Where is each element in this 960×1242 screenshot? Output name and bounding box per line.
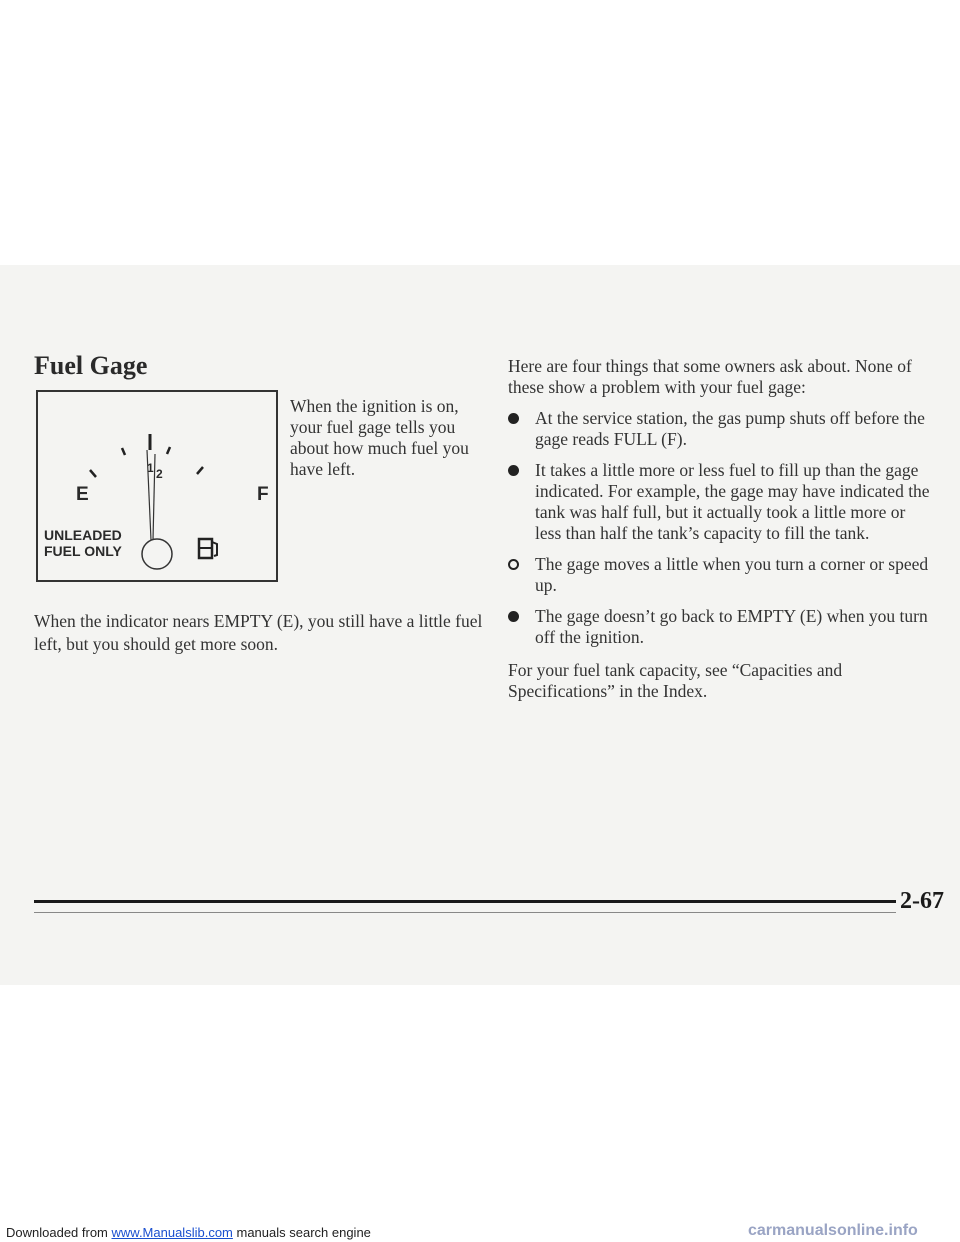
tick-mark [167,447,170,454]
fuel-pump-icon [199,539,217,558]
intro-paragraph: When the ignition is on, your fuel gage tells you about how much fuel you have left. [290,396,469,479]
watermark: carmanualsonline.info [748,1222,918,1239]
list-item: The gage doesn’t go back to EMPTY (E) when you turn off the ignition. [508,606,934,648]
footer-rule [34,900,896,903]
right-intro: Here are four things that some owners ask about. None of these show a problem with your fuel gage: [508,356,912,397]
list-item: At the service station, the gas pump shuts off before the gage reads FULL (F). [508,408,934,450]
bullet-icon [508,465,519,476]
list-item: It takes a little more or less fuel to fill up than the gage indicated. For example, the gage may have indicated the tank was half full, but it actually took a little more or less than half the tank’s capacity to fill the tank. [508,460,934,544]
bullet-list [508,408,934,648]
footer-rule-thin [34,912,896,913]
bullet-icon [508,559,519,570]
right-column [508,356,934,702]
needle-hub [142,539,172,569]
list-item: The gage moves a little when you turn a corner or speed up. [508,554,934,596]
download-footer: Downloaded from www.Manualslib.com manuals search engine [6,1225,371,1240]
unleaded-label: UNLEADED [44,527,122,543]
tick-mark [197,467,203,474]
manualslib-link[interactable]: www.Manualslib.com [111,1225,233,1240]
bullet-icon [508,413,519,424]
full-label: F [257,484,269,505]
half-label-denominator: 2 [156,467,163,481]
bullet-icon [508,611,519,622]
tick-mark [90,470,96,477]
half-label-numerator: 1 [147,461,154,475]
fuel-only-label: FUEL ONLY [44,543,122,559]
empty-label: E [76,484,89,505]
capacity-note: For your fuel tank capacity, see “Capacities and Specifications” in the Index. [508,660,843,701]
empty-warning-paragraph: When the indicator nears EMPTY (E), you still have a little fuel left, but you should get more soon. [34,611,483,654]
section-title: Fuel Gage [34,351,148,380]
fuel-gauge-illustration [36,390,278,582]
fuel-gauge-icon [38,392,276,580]
tick-mark [122,448,125,455]
page-number: 2-67 [900,888,944,914]
